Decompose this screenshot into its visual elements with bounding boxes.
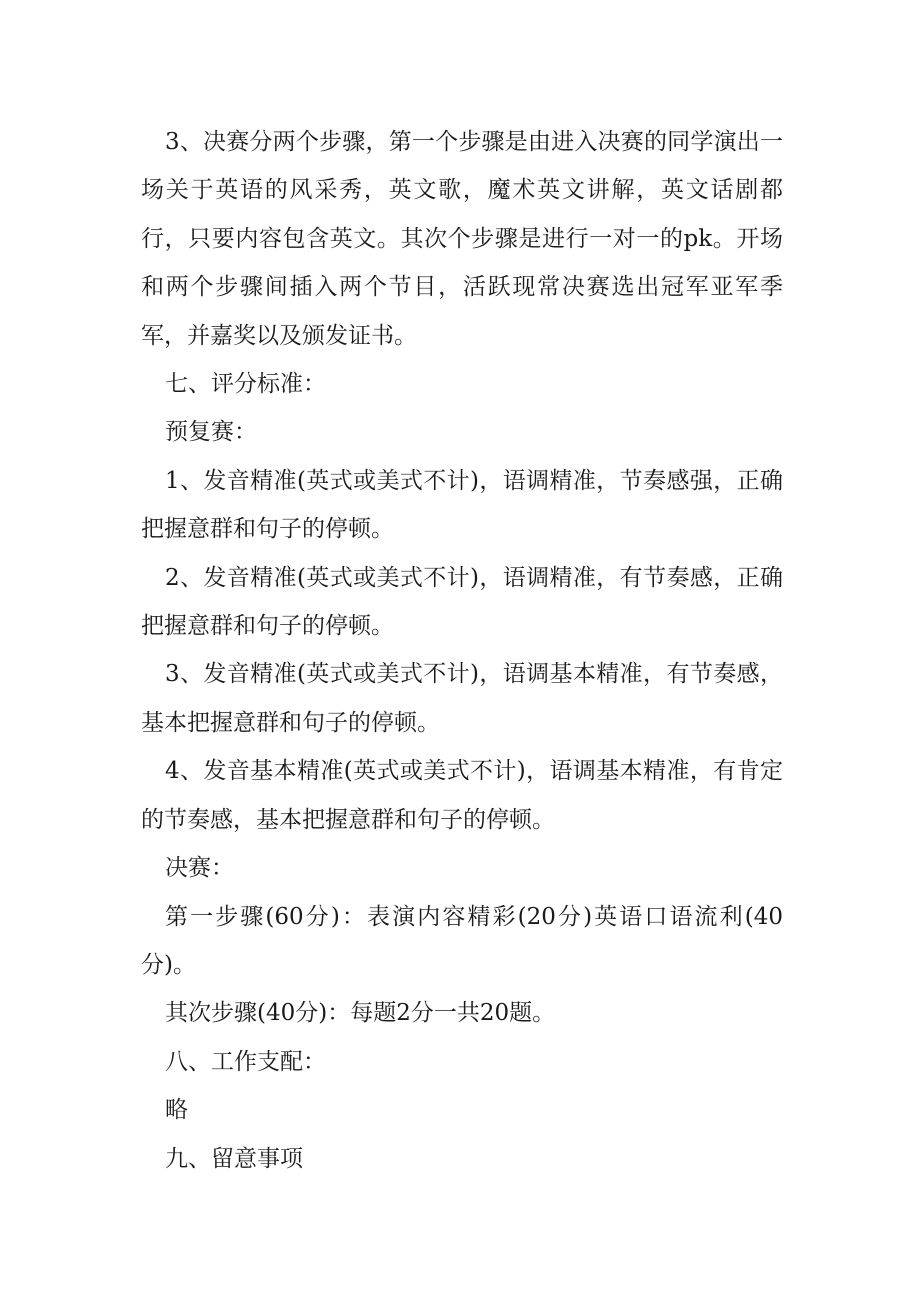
- heading-scoring-criteria: 七、评分标准：: [165, 371, 326, 398]
- paragraph-final-round: 3、决赛分两个步骤，第一个步骤是由进入决赛的同学演出一场关于英语的风采秀，英文歌，魔术英文讲解，英文话剧都行，只要内容包含英文。其次个步骤是进行一对一的pk。开场和两个步骤间插入两个节目，活跃现常决赛选出冠军亚军季军，并嘉奖以及颁发证书。: [141, 129, 783, 349]
- criterion-item-2: 2、发音精准(英式或美式不计)，语调精准，有节奏感，正确把握意群和句子的停顿。: [141, 564, 783, 640]
- criterion-item-1: 1、发音精准(英式或美式不计)，语调精准，节奏感强，正确把握意群和句子的停顿。: [141, 467, 783, 543]
- heading-preliminary: 预复赛：: [165, 419, 257, 446]
- heading-final: 决赛：: [165, 855, 234, 882]
- final-step-1: 第一步骤(60分)：表演内容精彩(20分)英语口语流利(40分)。: [141, 903, 783, 978]
- work-arrangement-text: 略: [165, 1097, 188, 1124]
- heading-work-arrangement: 八、工作支配：: [165, 1048, 326, 1075]
- criterion-item-4: 4、发音基本精准(英式或美式不计)，语调基本精准，有肯定的节奏感，基本把握意群和句子的停顿。: [141, 758, 783, 833]
- final-step-2: 其次步骤(40分)：每题2分一共20题。: [165, 1000, 556, 1027]
- heading-notes: 九、留意事项: [165, 1145, 303, 1172]
- criterion-item-3: 3、发音精准(英式或美式不计)，语调基本精准，有节奏感，基本把握意群和句子的停顿。: [141, 661, 783, 736]
- document-body: [141, 118, 783, 1183]
